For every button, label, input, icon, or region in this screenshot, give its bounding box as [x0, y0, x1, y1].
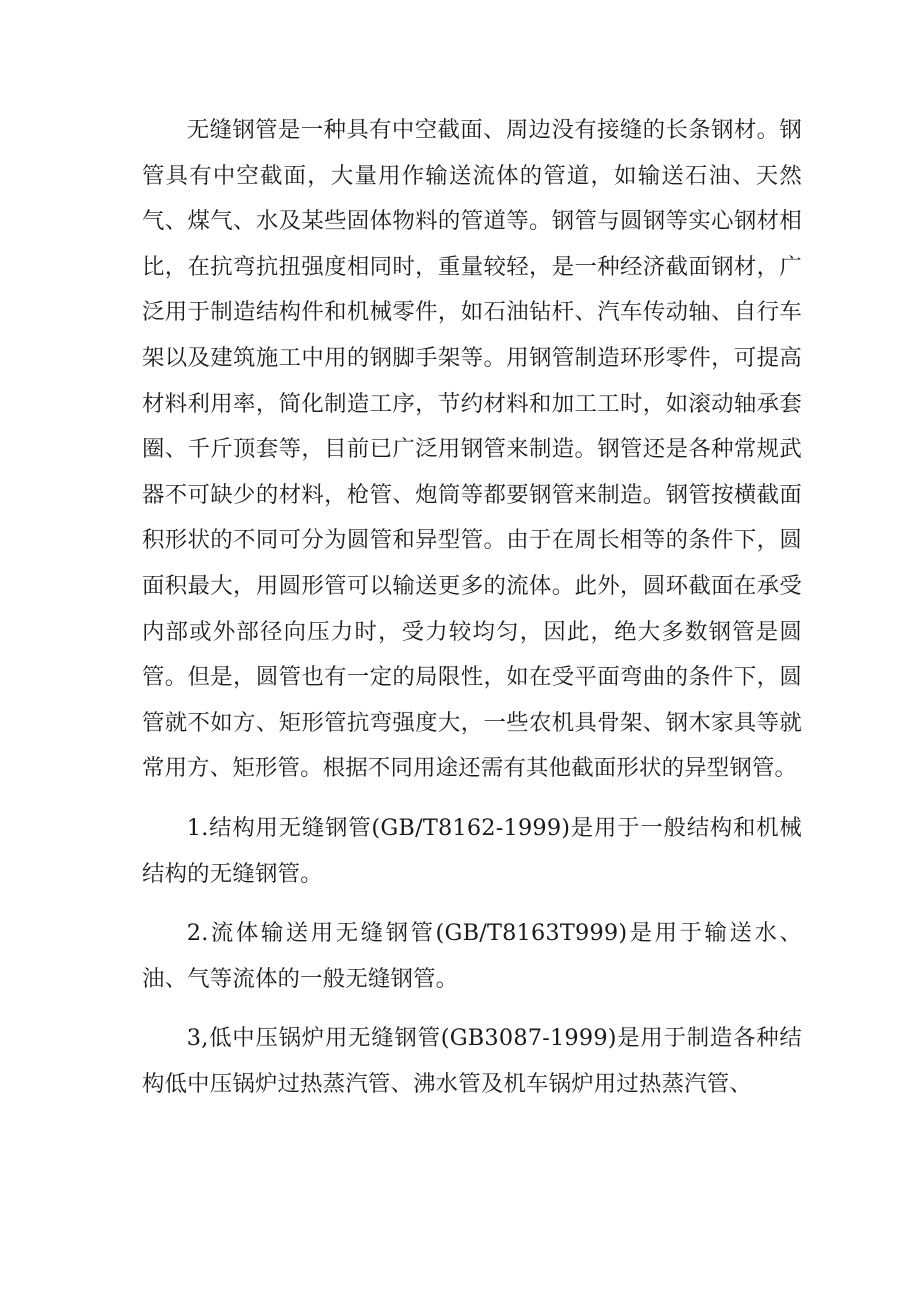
- paragraph-seamless-steel-pipe-intro: 无缝钢管是一种具有中空截面、周边没有接缝的长条钢材。钢管具有中空截面，大量用作输送流体的管道，如输送石油、天然气、煤气、水及某些固体物料的管道等。钢管与圆钢等实心钢材相比，在抗弯抗扭强度相同时，重量较轻，是一种经济截面钢材，广泛用于制造结构件和机械零件，如石油钻杆、汽车传动轴、自行车架以及建筑施工中用的钢脚手架等。用钢管制造环形零件，可提高材料利用率，简化制造工序，节约材料和加工工时，如滚动轴承套圈、千斤顶套等，目前已广泛用钢管来制造。钢管还是各种常规武器不可缺少的材料，枪管、炮筒等都要钢管来制造。钢管按横截面积形状的不同可分为圆管和异型管。由于在周长相等的条件下，圆面积最大，用圆形管可以输送更多的流体。此外，圆环截面在承受内部或外部径向压力时，受力较均匀，因此，绝大多数钢管是圆管。但是，圆管也有一定的局限性，如在受平面弯曲的条件下，圆管就不如方、矩形管抗弯强度大，一些农机具骨架、钢木家具等就常用方、矩形管。根据不同用途还需有其他截面形状的异型钢管。: [142, 117, 802, 782]
- document-body: [142, 108, 802, 1107]
- paragraph-structural-pipe: 1.结构用无缝钢管(GB/T8162-1999)是用于一般结构和机械结构的无缝钢管。: [142, 814, 802, 887]
- paragraph-boiler-pipe: 3,低中压锅炉用无缝钢管(GB3087-1999)是用于制造各种结构低中压锅炉过热蒸汽管、沸水管及机车锅炉用过热蒸汽管、: [142, 1025, 802, 1097]
- paragraph-fluid-pipe: 2.流体输送用无缝钢管(GB/T8163T999)是用于输送水、油、气等流体的一般无缝钢管。: [142, 920, 802, 992]
